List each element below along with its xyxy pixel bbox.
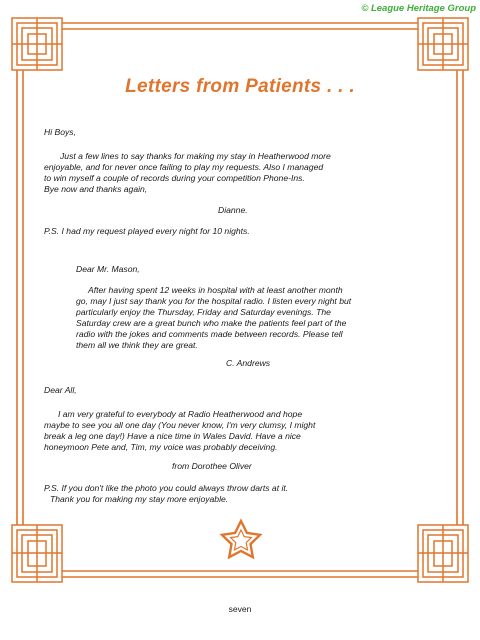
letter1-line: Just a few lines to say thanks for making my stay in Heatherwood more: [60, 151, 331, 161]
letter2-line: them all we think they are great.: [76, 340, 198, 350]
letter1-signature: Dianne.: [218, 205, 248, 215]
letter3-signature: from Dorothee Oliver: [172, 461, 252, 471]
letter2-line: Saturday crew are a great bunch who make the patients feel part of the: [76, 318, 347, 328]
letter2-line: After having spent 12 weeks in hospital with at least another month: [88, 285, 343, 295]
letter3-line: maybe to see you all one day (You never know, I'm very clumsy, I might: [44, 420, 316, 430]
page-number: seven: [228, 604, 252, 614]
letter1-salutation: Hi Boys,: [44, 127, 76, 137]
letter3-ps: P.S. If you don't like the photo you could always throw darts at it.: [44, 483, 289, 493]
letter1-line: Bye now and thanks again,: [44, 184, 148, 194]
letter1-line: to win myself a couple of records during your competition Phone-Ins.: [44, 173, 305, 183]
star-icon: [222, 521, 260, 557]
letter3-line: honeymoon Pete and, Tim, my voice was probably deceiving.: [44, 442, 278, 452]
letter2-signature: C. Andrews: [226, 358, 271, 368]
letter2-salutation: Dear Mr. Mason,: [76, 264, 140, 274]
letter1-ps: P.S. I had my request played every night for 10 nights.: [44, 226, 250, 236]
letter3-line: break a leg one day!) Have a nice time in Wales David. Have a nice: [44, 431, 301, 441]
letter1-line: enjoyable, and for never once failing to play my requests. Also I managed: [44, 162, 324, 172]
letter3-ps: Thank you for making my stay more enjoyable.: [50, 494, 229, 504]
letter3-line: I am very grateful to everybody at Radio Heatherwood and hope: [58, 409, 303, 419]
letter2-line: go, may I just say thank you for the hospital radio. I listen every night but: [76, 296, 352, 306]
letter2-line: radio with the jokes and comments made between records. Please tell: [76, 329, 343, 339]
page-title: Letters from Patients . . .: [125, 76, 355, 97]
watermark: © League Heritage Group: [361, 3, 476, 14]
letter3-salutation: Dear All,: [44, 385, 77, 395]
letter2-line: particularly enjoy the Thursday, Friday and Saturday evenings. The: [76, 307, 331, 317]
